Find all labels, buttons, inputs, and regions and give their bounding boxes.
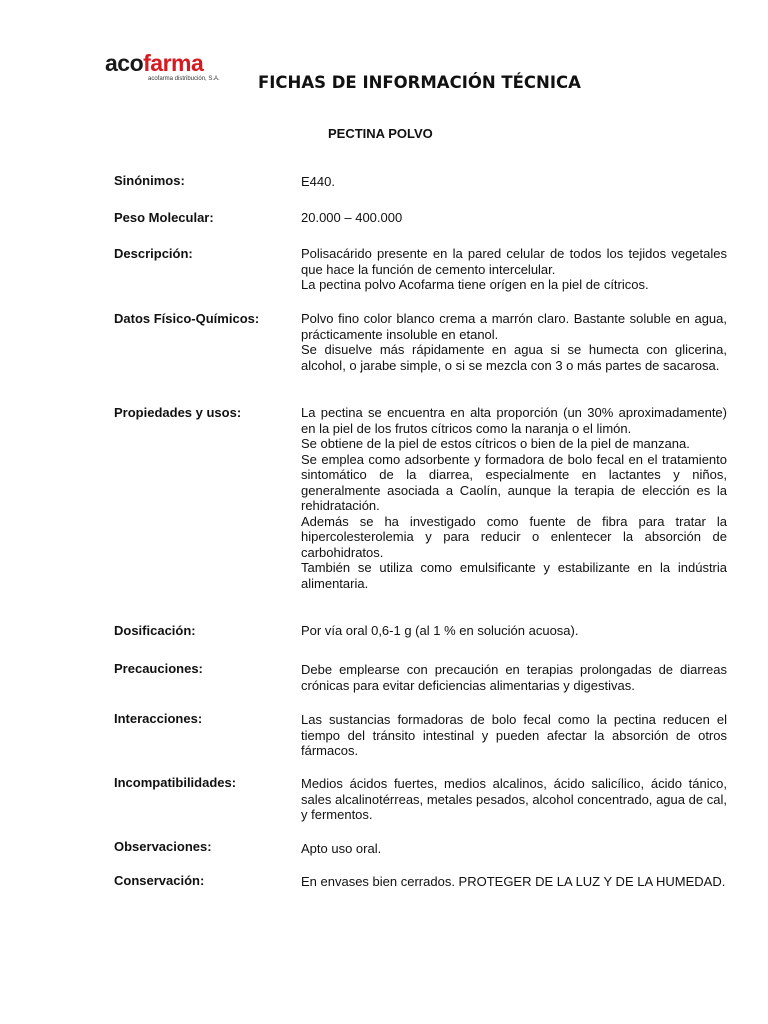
logo-wordmark-farma: farma bbox=[143, 50, 204, 76]
value-paragraph: Medios ácidos fuertes, medios alcalinos, ácido salicílico, ácido tánico, sales alcalinotérreas, metales pesados, alcohol concentrado, agua de cal, y fermentos. bbox=[301, 776, 727, 822]
value-paragraph: Por vía oral 0,6-1 g (al 1 % en solución acuosa). bbox=[301, 623, 579, 638]
label-dosificacion: Dosificación: bbox=[114, 623, 196, 638]
logo-wordmark-aco: aco bbox=[105, 50, 144, 76]
value-paragraph: Se disuelve más rápidamente en agua si se humecta con glicerina, alcohol, o jarabe simple, o si se mezcla con 3 o más partes de sacarosa. bbox=[301, 342, 727, 373]
label-descripcion: Descripción: bbox=[114, 246, 193, 261]
value-propiedades-usos bbox=[301, 405, 727, 591]
label-interacciones: Interacciones: bbox=[114, 711, 203, 726]
value-paragraph: Apto uso oral. bbox=[301, 841, 382, 856]
value-paragraph: Además se ha investigado como fuente de fibra para tratar la hipercolesterolemia y para reducir o enlentecer la absorción de carbohidratos. bbox=[301, 513, 727, 560]
acofarma-logo bbox=[96, 44, 228, 90]
value-paragraph: E440. bbox=[301, 174, 335, 189]
document-title: FICHAS DE INFORMACIÓN TÉCNICA bbox=[258, 73, 581, 92]
value-incompatibilidades bbox=[301, 776, 727, 823]
label-conservacion: Conservación: bbox=[114, 873, 205, 888]
value-paragraph: Debe emplearse con precaución en terapias prolongadas de diarreas crónicas para evitar deficiencias alimentarias y digestivas. bbox=[301, 662, 727, 693]
label-datos-fisico-quimicos: Datos Físico-Químicos: bbox=[114, 311, 260, 326]
label-incompatibilidades: Incompatibilidades: bbox=[114, 775, 237, 790]
value-dosificacion bbox=[301, 623, 727, 639]
value-observaciones bbox=[301, 841, 727, 857]
value-precauciones bbox=[301, 662, 727, 693]
value-paragraph: Se emplea como adsorbente y formadora de bolo fecal en el tratamiento sintomático de la diarrea, especialmente en lactantes y niños, generalmente asociada a Caolín, aunque la terapia de elección es la rehidratación. bbox=[301, 451, 727, 513]
value-paragraph: En envases bien cerrados. PROTEGER DE LA LUZ Y DE LA HUMEDAD. bbox=[301, 874, 726, 889]
value-paragraph: Se obtiene de la piel de estos cítricos o bien de la piel de manzana. bbox=[301, 436, 690, 451]
label-observaciones: Observaciones: bbox=[114, 839, 212, 854]
value-paragraph: También se utiliza como emulsificante y estabilizante en la indústria alimentaria. bbox=[301, 560, 727, 591]
value-peso-molecular bbox=[301, 210, 727, 226]
value-interacciones bbox=[301, 712, 727, 759]
label-propiedades-usos: Propiedades y usos: bbox=[114, 405, 242, 420]
value-paragraph: La pectina polvo Acofarma tiene orígen en la piel de cítricos. bbox=[301, 277, 649, 292]
label-sinonimos: Sinónimos: bbox=[114, 173, 185, 188]
logo-wordmark bbox=[105, 50, 203, 76]
value-paragraph: Polisacárido presente en la pared celular de todos los tejidos vegetales que hace la función de cemento intercelular. bbox=[301, 246, 727, 277]
value-conservacion bbox=[301, 874, 727, 890]
value-paragraph: Las sustancias formadoras de bolo fecal como la pectina reducen el tiempo del tránsito intestinal y pueden afectar la absorción de otros fármacos. bbox=[301, 712, 727, 758]
value-descripcion bbox=[301, 246, 727, 293]
value-paragraph: La pectina se encuentra en alta proporción (un 30% aproximadamente) en la piel de los frutos cítricos como la naranja o el limón. bbox=[301, 405, 727, 436]
label-peso-molecular: Peso Molecular: bbox=[114, 210, 214, 225]
label-precauciones: Precauciones: bbox=[114, 661, 203, 676]
value-paragraph: 20.000 – 400.000 bbox=[301, 210, 403, 225]
value-paragraph: Polvo fino color blanco crema a marrón claro. Bastante soluble en agua, prácticamente insoluble en etanol. bbox=[301, 311, 727, 342]
value-sinonimos bbox=[301, 174, 727, 190]
logo-tagline: acofarma distribución, S.A. bbox=[148, 76, 220, 82]
value-datos-fisico-quimicos bbox=[301, 311, 727, 373]
product-title: PECTINA POLVO bbox=[328, 126, 433, 141]
